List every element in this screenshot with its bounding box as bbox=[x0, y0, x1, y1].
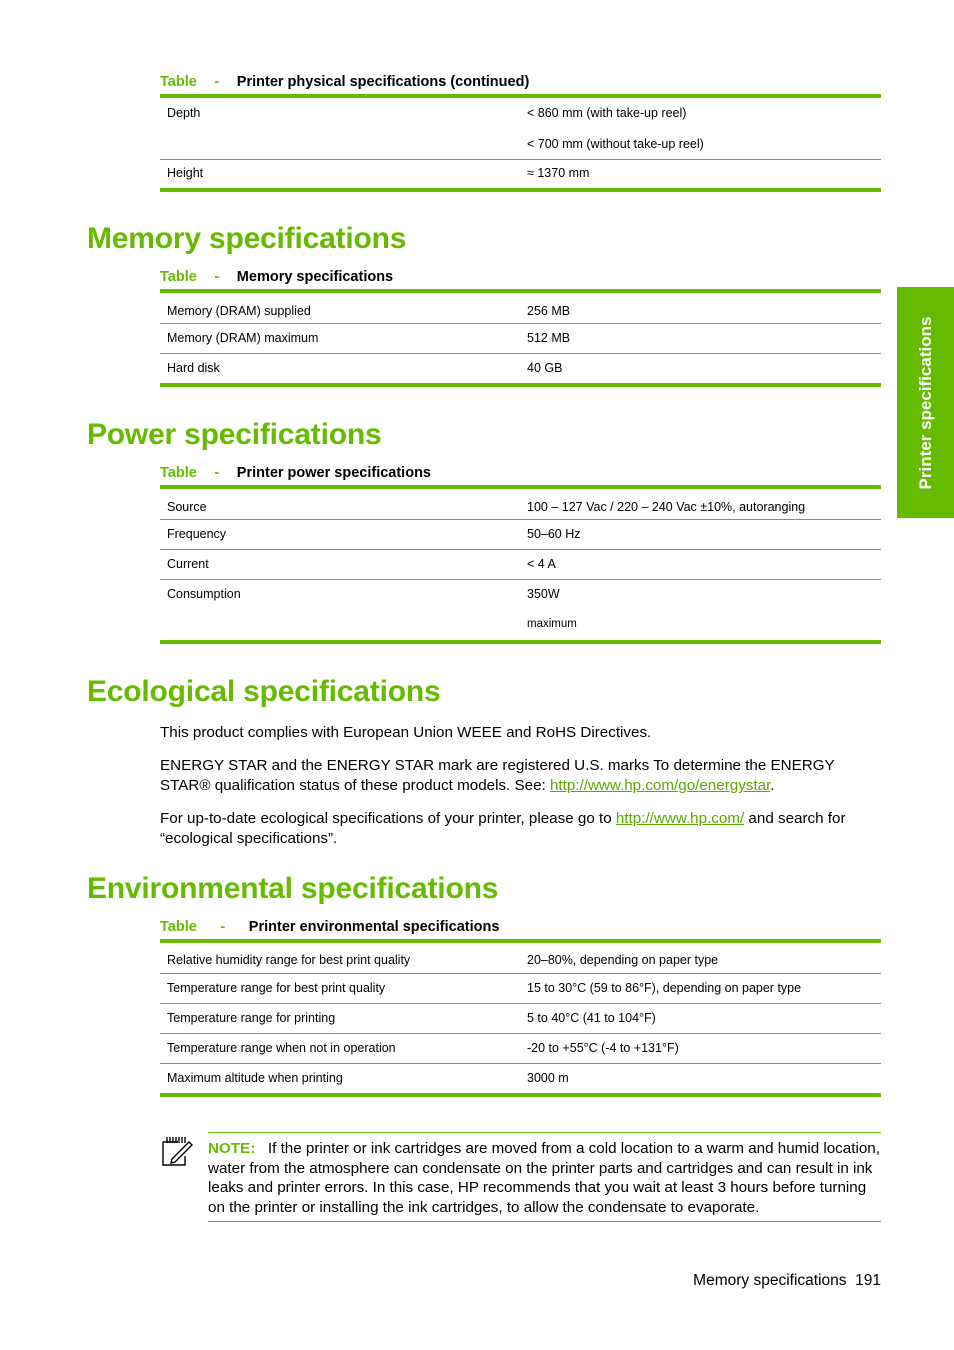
table-row: Maximum altitude when printing 3000 m bbox=[160, 1063, 881, 1093]
note-icon bbox=[160, 1134, 194, 1168]
table-caption-memory: Table - Memory specifications bbox=[160, 269, 394, 285]
table-caption-power: Table - Printer power specifications bbox=[160, 465, 431, 481]
hp-website-link[interactable]: http://www.hp.com/ bbox=[615, 810, 745, 827]
heading-memory: Memory specifications bbox=[87, 222, 407, 255]
table-memory bbox=[160, 289, 881, 387]
note-label: NOTE: bbox=[208, 1140, 256, 1157]
table-row: Current < 4 A bbox=[160, 549, 881, 579]
table-caption-environmental: Table - Printer environmental specifications bbox=[160, 919, 500, 935]
page-footer bbox=[693, 1272, 881, 1290]
ecological-paragraph-2: ENERGY STAR and the ENERGY STAR mark are registered U.S. marks To determine the ENERGY STAR® qualification status of these product models. See: http://www.hp.com/go/energystar. bbox=[160, 757, 835, 794]
table-row: Hard disk 40 GB bbox=[160, 353, 881, 383]
table-power bbox=[160, 485, 881, 644]
table-caption-physical: Table - Printer physical specifications (continued) bbox=[160, 74, 530, 90]
table-row: Temperature range for printing 5 to 40°C (41 to 104°F) bbox=[160, 1003, 881, 1033]
energystar-link[interactable]: http://www.hp.com/go/energystar bbox=[549, 777, 771, 794]
note-body: NOTE: If the printer or ink cartridges are moved from a cold location to a warm and humid location, water from the atmosphere can condensate on the printer parts and cartridges and can result in ink leaks and printer errors. In this case, HP recommends that you wait at least 3 hours before turning on the printer or installing the ink cartridges, to allow the condensate to evaporate. bbox=[208, 1140, 880, 1216]
table-row: Memory (DRAM) supplied 256 MB bbox=[167, 304, 571, 318]
table-physical bbox=[160, 94, 881, 192]
table-row: Depth < 860 mm (with take-up reel) < 700 mm (without take-up reel) bbox=[167, 106, 704, 151]
table-row: Consumption 350W maximum bbox=[160, 579, 881, 640]
heading-power: Power specifications bbox=[87, 418, 382, 451]
ecological-paragraph-3: For up-to-date ecological specifications of your printer, please go to http://www.hp.com/ and search for “ecological specifications”. bbox=[160, 810, 846, 847]
table-row: Source 100 – 127 Vac / 220 – 240 Vac ±10%, autoranging bbox=[167, 500, 806, 514]
table-row: Memory (DRAM) maximum 512 MB bbox=[160, 323, 881, 353]
ecological-paragraph-1: This product complies with European Union WEEE and RoHS Directives. bbox=[160, 724, 652, 741]
heading-environmental: Environmental specifications bbox=[87, 872, 499, 905]
table-row: Frequency 50–60 Hz bbox=[160, 519, 881, 549]
note-top-rule bbox=[208, 1132, 881, 1133]
footer-section: Memory specifications bbox=[693, 1272, 847, 1289]
table-row: Temperature range for best print quality 15 to 30°C (59 to 86°F), depending on paper type bbox=[160, 973, 881, 1003]
table-row: Height ≈ 1370 mm bbox=[160, 159, 881, 188]
table-row: Temperature range when not in operation -20 to +55°C (-4 to +131°F) bbox=[160, 1033, 881, 1063]
table-environmental bbox=[160, 939, 881, 1097]
side-chapter-tab: Printer specifications bbox=[897, 287, 954, 518]
page-number: 191 bbox=[855, 1272, 881, 1289]
table-row: Relative humidity range for best print quality 20–80%, depending on paper type bbox=[167, 953, 719, 967]
note-bottom-rule bbox=[208, 1221, 881, 1222]
heading-ecological: Ecological specifications bbox=[87, 675, 441, 708]
